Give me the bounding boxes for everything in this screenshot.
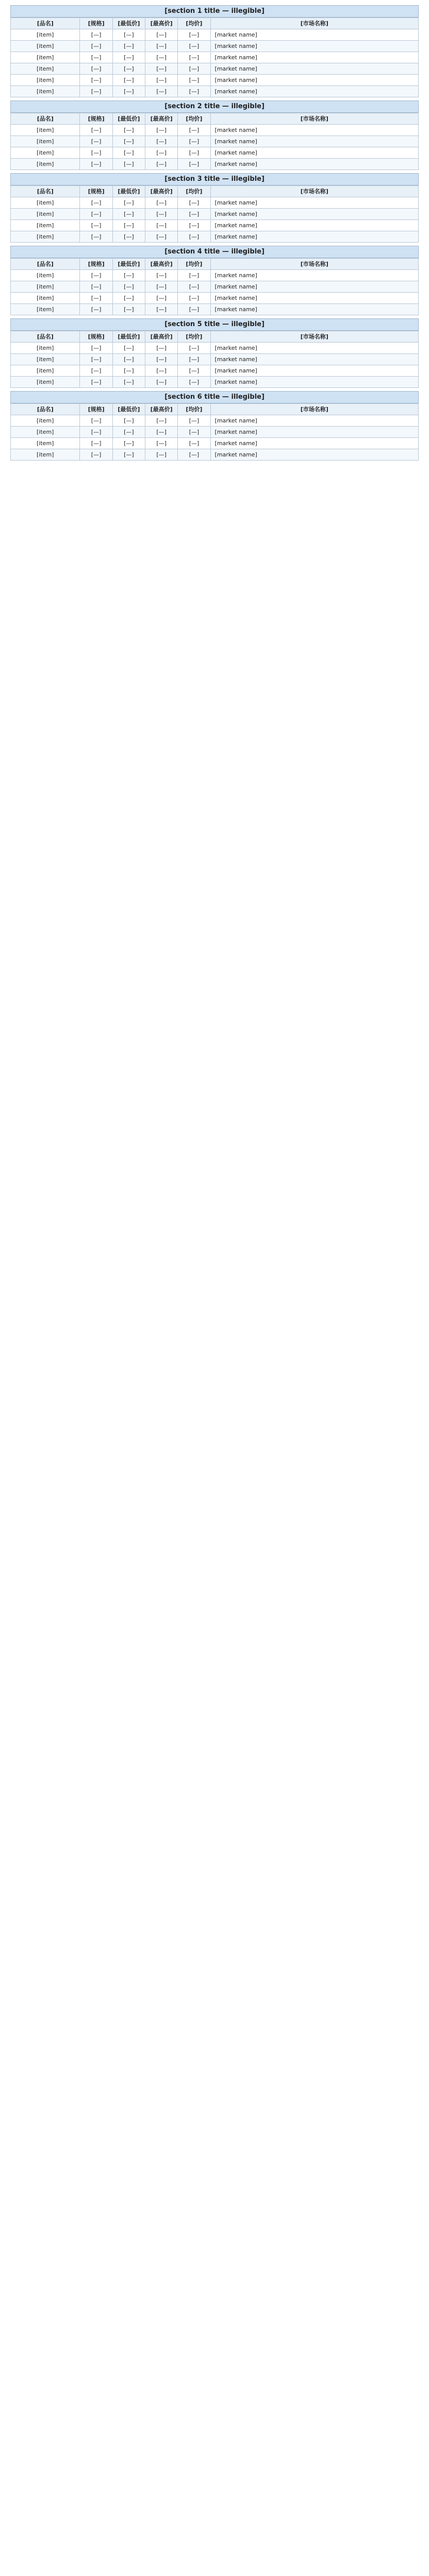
table-cell: [item] [11,438,80,449]
section-title: [section 2 title — illegible] [10,100,419,113]
table-row [11,159,419,170]
table-section [10,318,419,388]
table-cell: [—] [112,293,145,304]
table-row [11,125,419,136]
table-cell: [—] [145,354,178,365]
table-cell: [item] [11,293,80,304]
market-cell: [market name] [210,197,418,209]
column-header: [市场名称] [210,186,418,197]
table-body [11,125,419,170]
table-row [11,293,419,304]
table-cell: [—] [145,365,178,377]
table-cell: [—] [145,125,178,136]
table-cell: [—] [145,159,178,170]
section-title: [section 5 title — illegible] [10,318,419,331]
market-cell: [market name] [210,281,418,293]
table-cell: [—] [178,343,210,354]
section-title: [section 6 title — illegible] [10,391,419,403]
table-cell: [—] [178,304,210,315]
column-header: [均价] [178,18,210,29]
table-section [10,246,419,315]
table-cell: [—] [80,63,112,75]
table-header [11,331,419,343]
table-cell: [item] [11,415,80,427]
table-cell: [item] [11,377,80,388]
table-cell: [—] [145,293,178,304]
market-cell: [market name] [210,52,418,63]
column-header: [均价] [178,259,210,270]
table-cell: [—] [80,136,112,147]
market-cell: [market name] [210,147,418,159]
table-cell: [item] [11,354,80,365]
table-cell: [—] [112,427,145,438]
table-cell: [—] [178,365,210,377]
table-cell: [item] [11,29,80,41]
table-row [11,75,419,86]
table-cell: [—] [112,281,145,293]
table-cell: [—] [112,63,145,75]
header-row [11,18,419,29]
table-cell: [item] [11,304,80,315]
section-title: [section 3 title — illegible] [10,173,419,185]
section-title: [section 1 title — illegible] [10,5,419,18]
column-header: [均价] [178,113,210,125]
market-cell: [market name] [210,63,418,75]
column-header: [规格] [80,404,112,415]
table-row [11,343,419,354]
table-row [11,415,419,427]
table-cell: [—] [80,159,112,170]
market-cell: [market name] [210,231,418,243]
table-cell: [—] [80,75,112,86]
table-cell: [—] [80,281,112,293]
table-cell: [—] [178,427,210,438]
table-cell: [item] [11,159,80,170]
column-header: [最低价] [112,404,145,415]
column-header: [市场名称] [210,18,418,29]
table-cell: [—] [112,220,145,231]
price-table-page [0,0,429,474]
column-header: [均价] [178,186,210,197]
table-cell: [—] [145,427,178,438]
table-cell: [—] [178,270,210,281]
table-cell: [item] [11,75,80,86]
table-cell: [item] [11,86,80,97]
table-cell: [—] [112,197,145,209]
table-cell: [item] [11,220,80,231]
column-header: [品名] [11,404,80,415]
table-cell: [item] [11,449,80,461]
table-cell: [item] [11,281,80,293]
table-cell: [item] [11,270,80,281]
table-section [10,173,419,243]
table-cell: [—] [178,449,210,461]
table-row [11,281,419,293]
column-header: [品名] [11,331,80,343]
table-section [10,391,419,461]
column-header: [最高价] [145,186,178,197]
market-cell: [market name] [210,304,418,315]
table-header [11,404,419,415]
table-cell: [—] [145,220,178,231]
table-cell: [—] [178,75,210,86]
table-cell: [—] [145,304,178,315]
price-table [10,113,419,170]
table-cell: [—] [80,270,112,281]
column-header: [均价] [178,331,210,343]
market-cell: [market name] [210,354,418,365]
table-cell: [—] [112,29,145,41]
table-cell: [—] [145,415,178,427]
table-section [10,5,419,97]
table-cell: [—] [112,449,145,461]
table-body [11,270,419,315]
table-row [11,52,419,63]
table-body [11,343,419,388]
table-cell: [—] [80,354,112,365]
table-cell: [—] [112,304,145,315]
table-cell: [—] [145,52,178,63]
table-cell: [—] [80,293,112,304]
table-cell: [—] [112,365,145,377]
table-cell: [item] [11,209,80,220]
table-cell: [—] [112,415,145,427]
table-cell: [—] [80,209,112,220]
table-cell: [—] [145,209,178,220]
column-header: [规格] [80,186,112,197]
table-cell: [—] [178,41,210,52]
market-cell: [market name] [210,41,418,52]
column-header: [最低价] [112,18,145,29]
table-cell: [—] [178,281,210,293]
market-cell: [market name] [210,438,418,449]
price-table [10,403,419,461]
column-header: [市场名称] [210,113,418,125]
table-cell: [—] [145,86,178,97]
table-cell: [—] [112,159,145,170]
table-cell: [—] [178,377,210,388]
table-row [11,231,419,243]
table-cell: [—] [145,377,178,388]
header-row [11,186,419,197]
column-header: [最低价] [112,186,145,197]
table-cell: [—] [145,270,178,281]
table-cell: [—] [112,231,145,243]
table-cell: [—] [178,136,210,147]
market-cell: [market name] [210,136,418,147]
table-cell: [—] [178,29,210,41]
table-cell: [—] [112,136,145,147]
column-header: [最高价] [145,113,178,125]
header-row [11,259,419,270]
table-row [11,147,419,159]
table-cell: [item] [11,147,80,159]
table-section [10,100,419,170]
table-cell: [—] [145,75,178,86]
column-header: [最低价] [112,259,145,270]
market-cell: [market name] [210,220,418,231]
column-header: [均价] [178,404,210,415]
table-row [11,209,419,220]
table-cell: [—] [145,438,178,449]
table-cell: [—] [178,415,210,427]
table-cell: [—] [80,415,112,427]
table-cell: [—] [112,86,145,97]
market-cell: [market name] [210,125,418,136]
column-header: [规格] [80,113,112,125]
table-cell: [—] [145,449,178,461]
market-cell: [market name] [210,209,418,220]
price-table [10,331,419,388]
table-cell: [—] [145,281,178,293]
table-cell: [—] [145,343,178,354]
table-row [11,220,419,231]
table-cell: [item] [11,427,80,438]
table-cell: [—] [80,147,112,159]
table-header [11,113,419,125]
price-table [10,185,419,243]
table-row [11,270,419,281]
table-cell: [—] [80,365,112,377]
table-cell: [—] [112,41,145,52]
table-cell: [item] [11,52,80,63]
table-cell: [—] [178,52,210,63]
table-cell: [—] [112,147,145,159]
table-cell: [—] [112,125,145,136]
price-table [10,258,419,315]
table-cell: [—] [145,29,178,41]
table-row [11,304,419,315]
table-cell: [—] [112,75,145,86]
table-cell: [—] [178,147,210,159]
column-header: [最高价] [145,404,178,415]
table-cell: [item] [11,125,80,136]
table-cell: [—] [178,438,210,449]
table-cell: [—] [112,270,145,281]
table-cell: [—] [145,63,178,75]
table-body [11,415,419,461]
market-cell: [market name] [210,427,418,438]
table-cell: [item] [11,365,80,377]
table-row [11,41,419,52]
market-cell: [market name] [210,377,418,388]
table-cell: [—] [80,377,112,388]
column-header: [市场名称] [210,331,418,343]
table-cell: [—] [178,125,210,136]
column-header: [规格] [80,331,112,343]
table-cell: [—] [112,209,145,220]
table-cell: [—] [178,86,210,97]
column-header: [最低价] [112,113,145,125]
table-row [11,377,419,388]
table-cell: [item] [11,197,80,209]
table-header [11,259,419,270]
section-title: [section 4 title — illegible] [10,246,419,258]
market-cell: [market name] [210,415,418,427]
table-row [11,438,419,449]
market-cell: [market name] [210,29,418,41]
table-row [11,354,419,365]
table-header [11,186,419,197]
table-cell: [item] [11,136,80,147]
table-body [11,29,419,97]
table-cell: [—] [80,86,112,97]
table-cell: [—] [145,231,178,243]
column-header: [品名] [11,113,80,125]
table-cell: [—] [80,52,112,63]
header-row [11,113,419,125]
table-cell: [—] [80,29,112,41]
table-cell: [—] [178,209,210,220]
table-cell: [—] [112,438,145,449]
table-cell: [—] [80,438,112,449]
table-cell: [—] [112,343,145,354]
table-row [11,63,419,75]
table-body [11,197,419,243]
table-cell: [—] [145,147,178,159]
table-cell: [item] [11,41,80,52]
table-cell: [—] [80,41,112,52]
column-header: [规格] [80,18,112,29]
table-cell: [—] [112,377,145,388]
table-cell: [—] [178,197,210,209]
table-cell: [—] [178,220,210,231]
table-row [11,29,419,41]
market-cell: [market name] [210,343,418,354]
table-row [11,136,419,147]
market-cell: [market name] [210,449,418,461]
column-header: [市场名称] [210,404,418,415]
column-header: [规格] [80,259,112,270]
table-cell: [—] [178,159,210,170]
column-header: [最高价] [145,331,178,343]
price-table [10,18,419,97]
table-cell: [—] [145,197,178,209]
market-cell: [market name] [210,75,418,86]
table-row [11,365,419,377]
market-cell: [market name] [210,365,418,377]
table-row [11,86,419,97]
table-cell: [—] [80,125,112,136]
table-cell: [—] [80,231,112,243]
table-row [11,427,419,438]
table-cell: [—] [112,52,145,63]
table-cell: [item] [11,343,80,354]
header-row [11,331,419,343]
table-cell: [—] [80,197,112,209]
column-header: [品名] [11,259,80,270]
column-header: [品名] [11,186,80,197]
table-header [11,18,419,29]
market-cell: [market name] [210,86,418,97]
table-cell: [—] [178,63,210,75]
header-row [11,404,419,415]
table-cell: [—] [80,220,112,231]
market-cell: [market name] [210,270,418,281]
table-row [11,197,419,209]
table-cell: [—] [178,354,210,365]
column-header: [市场名称] [210,259,418,270]
column-header: [最高价] [145,259,178,270]
table-cell: [—] [145,136,178,147]
table-cell: [—] [80,304,112,315]
table-cell: [item] [11,63,80,75]
table-cell: [—] [112,354,145,365]
table-cell: [—] [80,449,112,461]
market-cell: [market name] [210,293,418,304]
column-header: [最高价] [145,18,178,29]
table-cell: [item] [11,231,80,243]
table-cell: [—] [145,41,178,52]
table-cell: [—] [80,427,112,438]
table-row [11,449,419,461]
table-cell: [—] [178,293,210,304]
table-cell: [—] [178,231,210,243]
table-cell: [—] [80,343,112,354]
column-header: [品名] [11,18,80,29]
market-cell: [market name] [210,159,418,170]
column-header: [最低价] [112,331,145,343]
